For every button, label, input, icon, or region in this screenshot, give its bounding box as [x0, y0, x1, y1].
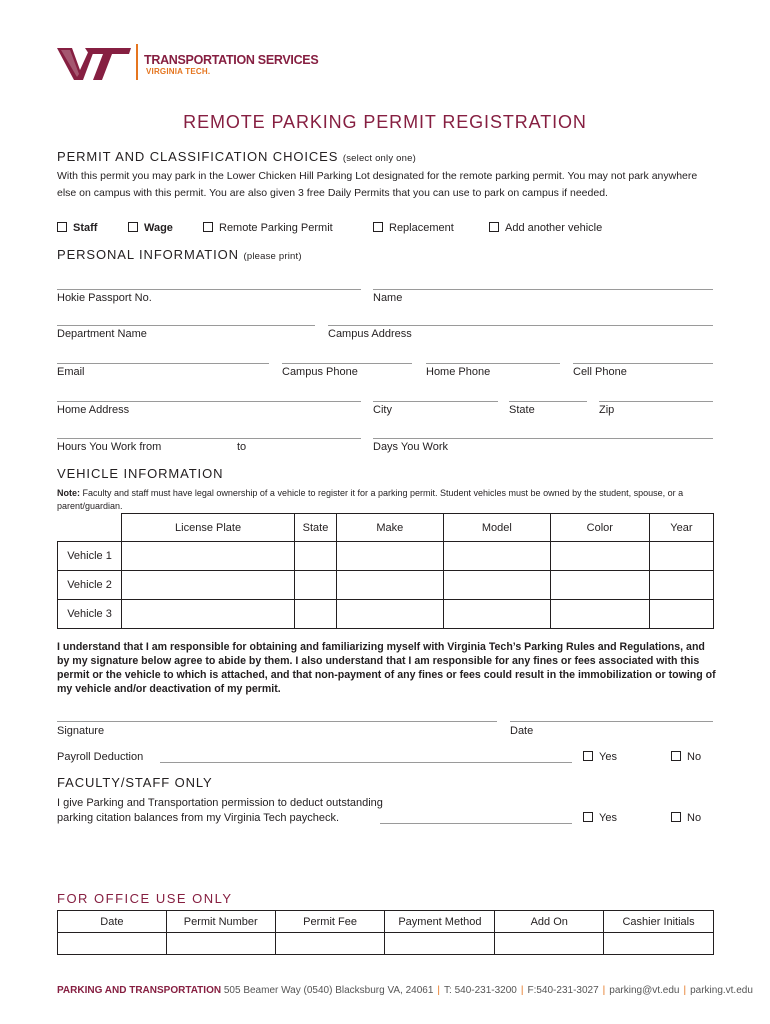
city-input[interactable]: [373, 401, 498, 402]
row-label: Vehicle 1: [58, 542, 122, 571]
email-input[interactable]: [57, 363, 269, 364]
days-label: Days You Work: [373, 441, 449, 453]
checkbox[interactable]: [203, 222, 213, 232]
signature-label: Signature: [57, 725, 105, 737]
cell-input[interactable]: [336, 571, 443, 600]
option-staff[interactable]: Staff: [57, 222, 97, 234]
payroll-label: Payroll Deduction: [57, 751, 144, 763]
cell-input[interactable]: [122, 600, 295, 629]
name-label: Name: [373, 292, 403, 304]
table-row: [58, 542, 714, 571]
option-add-vehicle[interactable]: Add another vehicle: [489, 222, 602, 234]
email-label: Email: [57, 366, 85, 378]
cell-input[interactable]: [336, 600, 443, 629]
empty-corner: [58, 514, 122, 542]
vehicle-note: Note: Faculty and staff must have legal ownership of a vehicle to register it for a parking permit. Student vehicles must be owned by the student, spouse, or a parent/guardian.: [57, 488, 684, 511]
home-address-input[interactable]: [57, 401, 361, 402]
checkbox[interactable]: [373, 222, 383, 232]
cell-input[interactable]: [295, 571, 337, 600]
org-title: TRANSPORTATION SERVICES: [144, 53, 319, 67]
checkbox[interactable]: [57, 222, 67, 232]
faculty-text-line2: parking citation balances from my Virginia Tech paycheck.: [57, 812, 340, 824]
state-input[interactable]: [509, 401, 587, 402]
footer-email[interactable]: parking@vt.edu: [609, 985, 680, 996]
office-col-payment-method: Payment Method: [385, 911, 495, 933]
faculty-text-line1: I give Parking and Transportation permission to deduct outstanding: [57, 797, 383, 809]
payroll-input[interactable]: [160, 762, 572, 763]
cell-input[interactable]: [649, 542, 713, 571]
col-license-plate: License Plate: [122, 514, 295, 542]
cell-input[interactable]: [122, 571, 295, 600]
checkbox[interactable]: [128, 222, 138, 232]
cell-input[interactable]: [295, 542, 337, 571]
cell-input[interactable]: [649, 600, 713, 629]
vehicle-table: [57, 513, 714, 629]
col-model: Model: [443, 514, 550, 542]
col-state: State: [295, 514, 337, 542]
cell-input[interactable]: [336, 542, 443, 571]
home-address-label: Home Address: [57, 404, 130, 416]
zip-input[interactable]: [599, 401, 713, 402]
office-col-date: Date: [58, 911, 167, 933]
row-label: Vehicle 2: [58, 571, 122, 600]
cell-phone-input[interactable]: [573, 363, 713, 364]
name-input[interactable]: [373, 289, 713, 290]
hokie-passport-input[interactable]: [57, 289, 361, 290]
cell-input[interactable]: [295, 600, 337, 629]
payroll-yes[interactable]: Yes: [583, 751, 617, 763]
vehicle-section-heading: VEHICLE INFORMATION: [57, 466, 224, 481]
office-col-add-on: Add On: [495, 911, 604, 933]
checkbox[interactable]: [489, 222, 499, 232]
department-label: Department Name: [57, 328, 147, 340]
faculty-no[interactable]: No: [671, 812, 701, 824]
col-year: Year: [649, 514, 713, 542]
footer-phone: T: 540-231-3200: [444, 985, 517, 996]
date-input[interactable]: [510, 721, 713, 722]
days-input[interactable]: [373, 438, 713, 439]
faculty-yes[interactable]: Yes: [583, 812, 617, 824]
checkbox[interactable]: [583, 751, 593, 761]
hours-input[interactable]: [57, 438, 361, 439]
logo-divider: [136, 44, 138, 80]
office-table: [57, 910, 714, 955]
cell-input[interactable]: [604, 933, 714, 955]
cell-input[interactable]: [275, 933, 385, 955]
cell-input[interactable]: [122, 542, 295, 571]
permit-options: [57, 222, 717, 236]
org-subtitle: VIRGINIA TECH.: [146, 67, 211, 76]
city-label: City: [373, 404, 392, 416]
faculty-input[interactable]: [380, 823, 572, 824]
hokie-passport-label: Hokie Passport No.: [57, 292, 152, 304]
cell-input[interactable]: [495, 933, 604, 955]
option-wage[interactable]: Wage: [128, 222, 173, 234]
cell-input[interactable]: [166, 933, 275, 955]
hours-to-label: to: [237, 441, 247, 453]
option-replacement[interactable]: Replacement: [373, 222, 454, 234]
row-label: Vehicle 3: [58, 600, 122, 629]
vt-logo: [57, 44, 131, 84]
form-title: REMOTE PARKING PERMIT REGISTRATION: [183, 112, 587, 132]
office-col-cashier-initials: Cashier Initials: [604, 911, 714, 933]
payroll-no[interactable]: No: [671, 751, 701, 763]
cell-input[interactable]: [58, 933, 167, 955]
faculty-section-heading: FACULTY/STAFF ONLY: [57, 775, 213, 790]
table-row: [58, 600, 714, 629]
campus-phone-label: Campus Phone: [282, 366, 358, 378]
permit-description: With this permit you may park in the Lower Chicken Hill Parking Lot designated for the remote parking permit. You may not park anywhere else on campus with this permit. You are also given 3 free Daily Permits that you can use to park on campus if needed.: [57, 170, 698, 199]
cell-input[interactable]: [550, 600, 649, 629]
permit-section-heading: PERMIT AND CLASSIFICATION CHOICES (select only one): [57, 149, 416, 164]
cell-input[interactable]: [550, 571, 649, 600]
campus-address-label: Campus Address: [328, 328, 412, 340]
option-remote-permit[interactable]: Remote Parking Permit: [203, 222, 333, 234]
cell-input[interactable]: [443, 542, 550, 571]
campus-phone-input[interactable]: [282, 363, 412, 364]
office-section-heading: FOR OFFICE USE ONLY: [57, 891, 233, 906]
office-col-permit-fee: Permit Fee: [275, 911, 385, 933]
footer-address: 505 Beamer Way (0540) Blacksburg VA, 24061: [223, 985, 434, 996]
zip-label: Zip: [599, 404, 615, 416]
hours-from-label: Hours You Work from: [57, 441, 162, 453]
footer: PARKING AND TRANSPORTATION 505 Beamer Way (0540) Blacksburg VA, 24061 | T: 540-231-3200 | F:540-231-3027 | parking@vt.edu | parking.vt.edu: [57, 985, 753, 996]
signature-input[interactable]: [57, 721, 497, 722]
cell-input[interactable]: [550, 542, 649, 571]
col-color: Color: [550, 514, 649, 542]
footer-web[interactable]: parking.vt.edu: [690, 985, 753, 996]
campus-address-input[interactable]: [328, 325, 713, 326]
office-col-permit-number: Permit Number: [166, 911, 275, 933]
checkbox[interactable]: [671, 812, 681, 822]
table-row: [58, 571, 714, 600]
table-row: [58, 933, 714, 955]
cell-input[interactable]: [443, 571, 550, 600]
department-input[interactable]: [57, 325, 315, 326]
col-make: Make: [336, 514, 443, 542]
checkbox[interactable]: [671, 751, 681, 761]
home-phone-label: Home Phone: [426, 366, 491, 378]
footer-fax: F:540-231-3027: [527, 985, 599, 996]
checkbox[interactable]: [583, 812, 593, 822]
cell-input[interactable]: [385, 933, 495, 955]
cell-phone-label: Cell Phone: [573, 366, 627, 378]
state-label: State: [509, 404, 535, 416]
agreement-text: I understand that I am responsible for obtaining and familiarizing myself with Virginia Tech’s Parking Rules and Regulations, and by my signature below agree to abide by them. I also understand that I am responsible for any fines or fees associated with this permit or the vehicle to which is attached, and that non-payment of any fines or fees could result in the immobilization or towing of my vehicle and/or deactivation of my permit.: [57, 641, 716, 695]
personal-section-heading: PERSONAL INFORMATION (please print): [57, 247, 302, 262]
cell-input[interactable]: [649, 571, 713, 600]
home-phone-input[interactable]: [426, 363, 560, 364]
cell-input[interactable]: [443, 600, 550, 629]
date-label: Date: [510, 725, 534, 737]
footer-org: PARKING AND TRANSPORTATION: [57, 985, 222, 996]
